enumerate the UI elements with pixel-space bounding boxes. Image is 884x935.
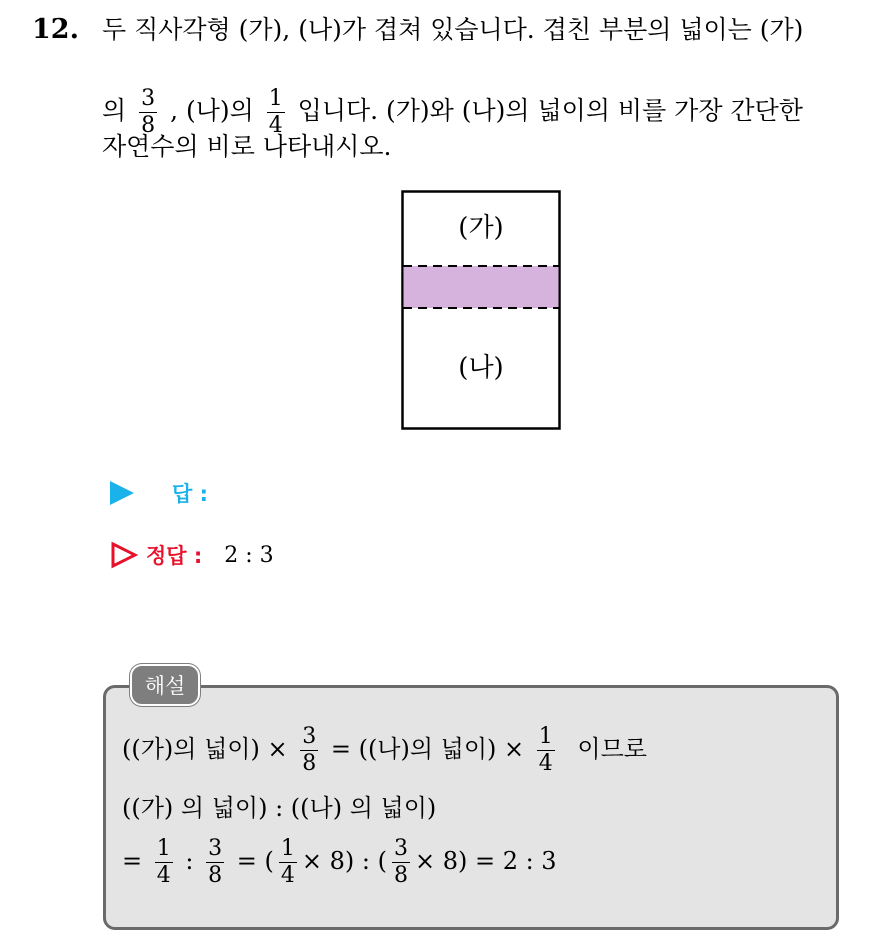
- denominator: 4: [268, 113, 283, 138]
- question-text: 입니다. (가)와 (나)의 넓이의 비를 가장 간단한: [297, 96, 803, 125]
- solution-text: = (: [236, 847, 274, 875]
- solution-line-3: [122, 838, 557, 887]
- solution-line-2: ((가) 의 넓이) : ((나) 의 넓이): [122, 794, 437, 822]
- denominator: 4: [538, 751, 553, 776]
- correct-answer-row: [110, 540, 274, 570]
- solution-line-1: [122, 726, 647, 775]
- solution-text: =: [122, 847, 143, 875]
- denominator: 8: [208, 863, 223, 888]
- solution-text: × 8) = 2 : 3: [414, 847, 557, 875]
- question-line-1: 두 직사각형 (가), (나)가 겹쳐 있습니다. 겹친 부분의 넓이는 (가): [102, 15, 804, 44]
- solution-text: 이므로: [577, 735, 647, 763]
- denominator: 4: [280, 863, 295, 888]
- rectangles-diagram: [401, 190, 563, 436]
- fraction-three-eighths: [139, 88, 157, 137]
- label-na: (나): [458, 353, 504, 383]
- numerator: 1: [280, 836, 295, 861]
- numerator: 3: [302, 724, 317, 749]
- answer-row: [110, 478, 208, 508]
- fraction: [155, 838, 173, 887]
- correct-answer-label: 정답 :: [146, 544, 203, 568]
- question-number: 12.: [32, 14, 79, 45]
- answer-label: 답 :: [172, 482, 208, 506]
- denominator: 8: [393, 863, 408, 888]
- solution-text: = ((나)의 넓이) ×: [330, 735, 525, 763]
- denominator: 8: [302, 751, 317, 776]
- numerator: 1: [156, 836, 171, 861]
- question-line-2: [102, 88, 803, 137]
- denominator: 4: [156, 863, 171, 888]
- question-text: , (나)의: [170, 96, 254, 125]
- solution-text: × 8) : (: [301, 847, 387, 875]
- question-line-3: 자연수의 비로 나타내시오.: [102, 132, 392, 161]
- denominator: 8: [141, 113, 156, 138]
- correct-answer-value: 2 : 3: [224, 542, 274, 568]
- question-text: 의: [102, 96, 127, 125]
- solution-tag: 해설: [130, 664, 200, 706]
- fraction: [392, 838, 410, 887]
- numerator: 1: [268, 86, 283, 111]
- overlap-region: [404, 266, 559, 308]
- fraction: [537, 726, 555, 775]
- fraction: [279, 838, 297, 887]
- numerator: 3: [393, 836, 408, 861]
- numerator: 3: [208, 836, 223, 861]
- fraction-one-quarter: [267, 88, 285, 137]
- play-triangle-icon: [110, 481, 134, 505]
- fraction: [206, 838, 224, 887]
- label-ga: (가): [458, 213, 504, 243]
- solution-text: ((가)의 넓이) ×: [122, 735, 288, 763]
- outline-triangle-icon: [110, 541, 138, 569]
- fraction: [300, 726, 318, 775]
- numerator: 1: [538, 724, 553, 749]
- numerator: 3: [141, 86, 156, 111]
- solution-text: :: [185, 847, 194, 875]
